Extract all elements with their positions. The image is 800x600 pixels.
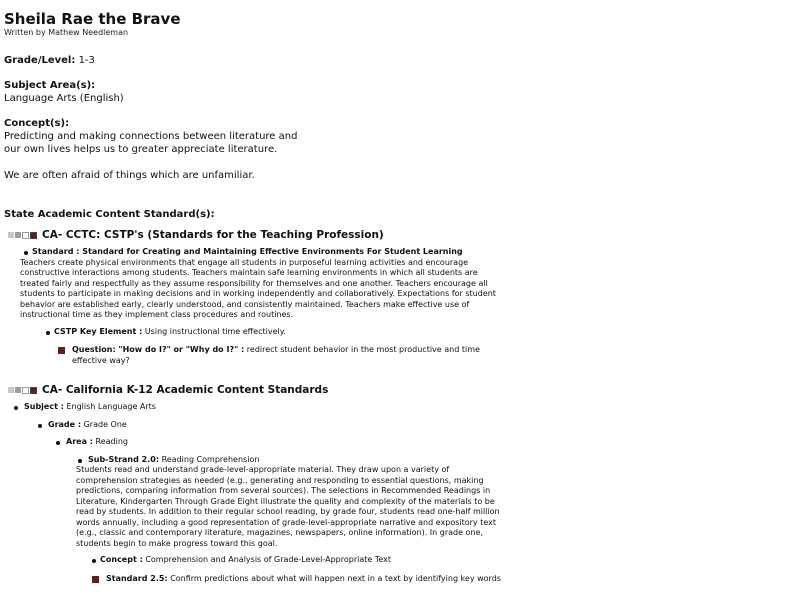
square-bullet-icon xyxy=(58,347,65,354)
list-item-subject xyxy=(10,402,796,413)
grade-label: Grade/Level: xyxy=(4,55,76,66)
concepts-line-1: Predicting and making connections between literature and xyxy=(4,131,298,142)
category-title: CA- CCTC: CSTP's (Standards for the Teaching Profession) xyxy=(42,229,384,241)
concepts-line-2: our own lives helps us to greater appreciate literature. xyxy=(4,144,278,155)
bullet-icon xyxy=(14,406,18,410)
list-item-standard-2-5 xyxy=(92,574,796,585)
subject-value: Language Arts (English) xyxy=(4,93,124,104)
category-title: CA- California K-12 Academic Content Standards xyxy=(42,384,329,396)
category-ca-k12[interactable] xyxy=(4,382,796,398)
page-title: Sheila Rae the Brave xyxy=(4,10,181,28)
list-item-standard xyxy=(20,247,522,321)
concepts-label: Concept(s): xyxy=(4,118,70,129)
square-bullet-icon xyxy=(92,576,99,583)
bullet-icon xyxy=(56,441,60,445)
grade-value: Grade One xyxy=(83,419,127,429)
standard-2-5-value: Confirm predictions about what will happen next in a text by identifying key words xyxy=(170,573,501,583)
category-cctc[interactable] xyxy=(4,227,796,243)
question-label: Question: "How do I?" or "Why do I?" : xyxy=(72,345,245,354)
standard-label: Standard : Standard for Creating and Maintaining Effective Environments For Student Learning xyxy=(32,247,463,256)
substrand-description: Students read and understand grade-level-appropriate material. They draw upon a variety of comprehension strategies as needed (e.g., generating and responding to essential questions, making predictions, comparing information from several sources). The selections in Recommended Readings in Literature, Kindergarten Through Grade Eight illustrate the quality and complexity of the materials to be read by students. In addition to their regular school reading, by grade four, students read one-half million words annually, including a good representation of grade-level-appropriate narrative and expository text (e.g., classic and contemporary literature, magazines, newspapers, online information). In grade one, students begin to make progress toward this goal. xyxy=(76,465,500,548)
subject-value: English Language Arts xyxy=(66,402,156,411)
bullet-icon xyxy=(92,559,96,563)
list-item-key-element xyxy=(44,327,796,338)
list-item-area xyxy=(52,437,796,448)
concept-value: Comprehension and Analysis of Grade-Level-Appropriate Text xyxy=(145,555,392,564)
expand-boxes-icon[interactable] xyxy=(8,232,38,239)
grade-row xyxy=(4,54,796,67)
question-value: redirect student behavior in the most productive and time effective way? xyxy=(72,345,480,365)
expand-boxes-icon[interactable] xyxy=(8,387,38,394)
standard-2-5-label: Standard 2.5: xyxy=(106,573,168,583)
key-element-value: Using instructional time effectively. xyxy=(144,326,286,336)
list-item-concept xyxy=(90,555,796,566)
substrand-value: Reading Comprehension xyxy=(161,454,260,464)
document xyxy=(4,10,796,584)
grade-value: 1-3 xyxy=(78,55,95,66)
key-element-label: CSTP Key Element : xyxy=(54,326,143,336)
subject-label: Subject : xyxy=(24,402,64,411)
grade-label: Grade : xyxy=(48,419,82,429)
substrand-label: Sub-Strand 2.0: xyxy=(88,454,160,464)
bullet-icon xyxy=(38,424,42,428)
byline: Written by Mathew Needleman xyxy=(4,28,129,37)
list-item-substrand xyxy=(76,455,508,550)
area-label: Area : xyxy=(66,437,93,446)
concept-label: Concept : xyxy=(100,555,143,564)
bullet-icon xyxy=(24,251,28,255)
area-value: Reading xyxy=(95,437,128,446)
bullet-icon xyxy=(78,459,82,463)
standard-description: Teachers create physical environments that engage all students in purposeful learning activities and encourage constructive interactions among students. Teachers maintain safe learning environments in which all students are treated fairly and respectfully as they assume responsibility for themselves and one another. Teachers encourage all students to participate in making decisions and in working independently and collaboratively. Expectations for student behavior are established early, clearly understood, and consistently maintained. Teachers make effective use of instructional time as they implement class procedures and routines. xyxy=(20,257,496,319)
list-item-question xyxy=(58,345,492,366)
bullet-icon xyxy=(46,331,50,335)
standards-header: State Academic Content Standard(s): xyxy=(4,209,215,220)
subject-label: Subject Area(s): xyxy=(4,80,96,91)
concepts-line-3: We are often afraid of things which are unfamiliar. xyxy=(4,170,255,181)
list-item-grade xyxy=(34,420,796,431)
